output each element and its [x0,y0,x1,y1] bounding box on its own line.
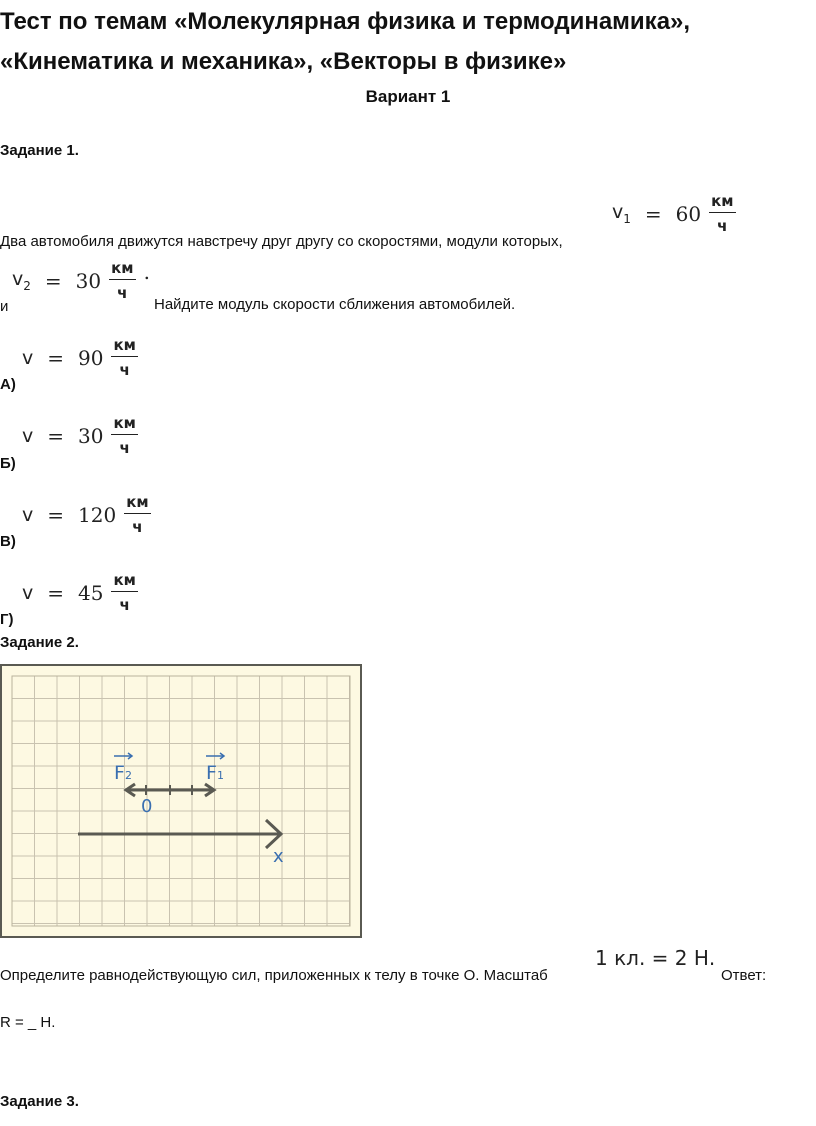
task2-heading: Задание 2. [0,634,79,651]
x-axis-label: x [273,846,284,867]
diagram-frame [1,665,361,937]
title-line-1: Тест по темам «Молекулярная физика и термодинамика», [0,8,691,35]
option-d-formula: v = 45 $\frac{км}{ч}$ [22,571,136,614]
formula-v2-value: 30 [75,268,102,293]
formula-v1-symbol: $v_1$ [612,201,631,226]
origin-label: 0 [141,796,153,817]
task2-text: Определите равнодействующую сил, приложенных к телу в точке О. Масштаб [0,967,548,984]
variant-heading: Вариант 1 [365,87,451,106]
option-b-label: Б) [0,455,16,472]
formula-v1-value: 60 [675,201,702,226]
formula-v2 [12,260,150,301]
task1-text: Два автомобиля движутся навстречу друг другу со скоростями, модули которых, [0,233,563,250]
force-diagram [0,664,364,940]
option-c-formula: v = 120 $\frac{км}{ч}$ [22,493,149,536]
formula-v2-eq: = [44,268,62,293]
option-a-formula: v = 90 $\frac{км}{ч}$ [22,336,136,379]
option-c-label: В) [0,533,16,550]
option-a-label: А) [0,376,16,393]
task2-answer-label: Ответ: [721,967,767,984]
task3-heading: Задание 3. [0,1093,79,1110]
task2-scale: 1 кл. = 2 Н. [595,946,716,970]
task2-answer-line: R = _ Н. [0,1014,56,1031]
option-b-formula: v = 30 $\frac{км}{ч}$ [22,414,136,457]
task1-heading: Задание 1. [0,142,79,159]
f2-label: F2 [114,762,132,784]
formula-v2-unit: $\frac{км}{ч}$ [111,259,134,302]
task1-and: и [0,298,9,315]
formula-v2-tail: . [143,260,150,284]
formula-v1 [612,193,736,234]
task1-question: Найдите модуль скорости сближения автомобилей. [154,296,516,313]
option-d-label: Г) [0,611,14,628]
formula-v1-unit: $\frac{км}{ч}$ [711,192,734,235]
page-title [0,2,690,82]
title-line-2: «Кинематика и механика», «Векторы в физике» [0,48,567,75]
formula-v1-eq: = [644,201,662,226]
formula-v2-symbol: $v_2$ [12,268,31,293]
f1-label: F1 [206,762,224,784]
